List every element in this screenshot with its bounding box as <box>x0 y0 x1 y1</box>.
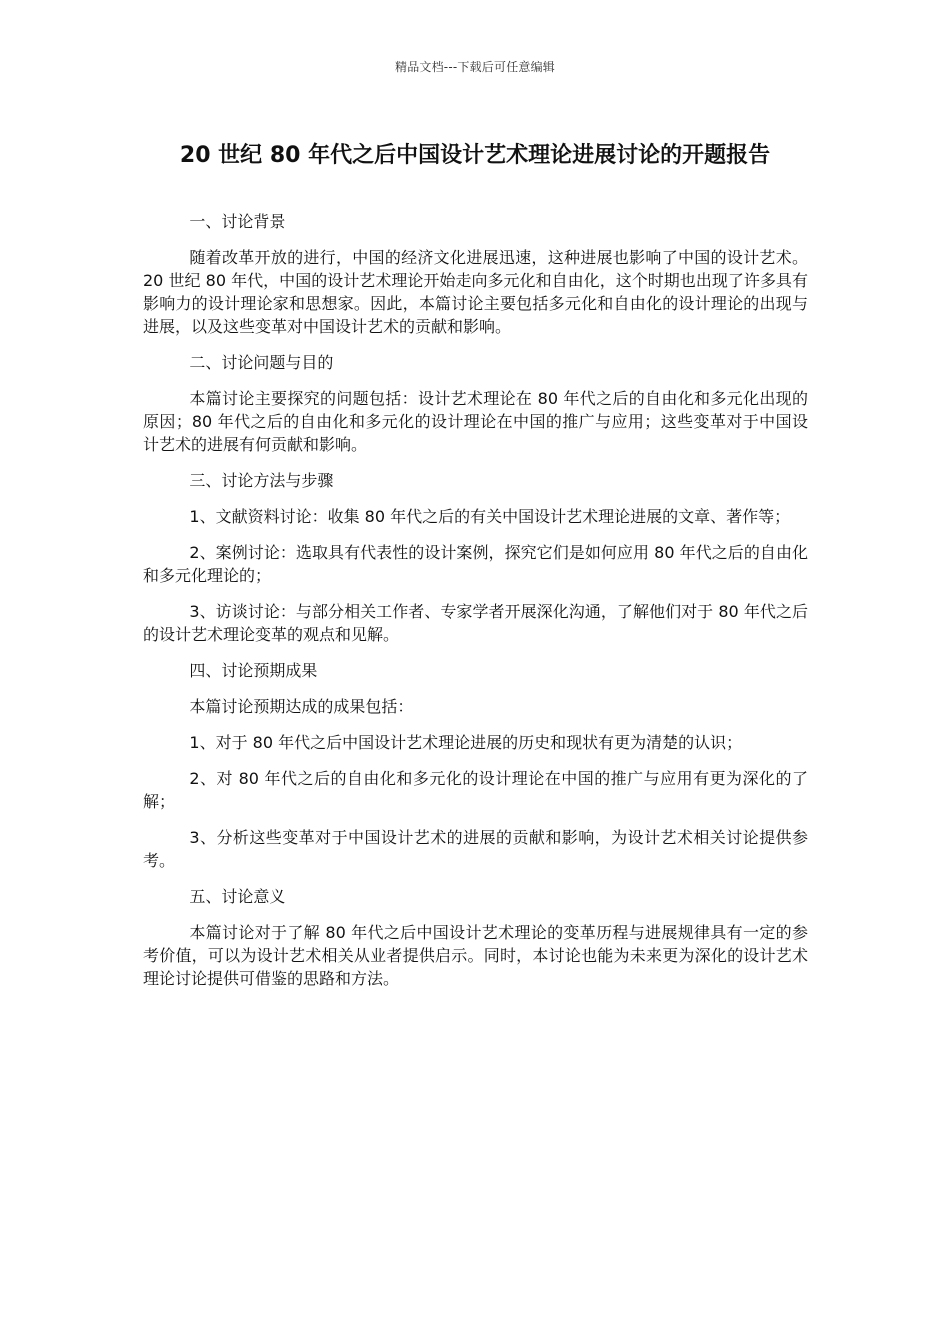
method-item-interviews: 3、访谈讨论：与部分相关工作者、专家学者开展深化沟通，了解他们对于 80 年代之后的设计艺术理论变革的观点和见解。 <box>143 602 808 644</box>
outcome-item-history: 1、对于 80 年代之后中国设计艺术理论进展的历史和现状有更为清楚的认识； <box>189 733 743 752</box>
section-heading-significance: 五、讨论意义 <box>189 887 286 906</box>
method-item-cases: 2、案例讨论：选取具有代表性的设计案例，探究它们是如何应用 80 年代之后的自由化和多元化理论的； <box>143 543 808 585</box>
section-heading-background: 一、讨论背景 <box>189 212 286 231</box>
method-item-literature: 1、文献资料讨论：收集 80 年代之后的有关中国设计艺术理论进展的文章、著作等； <box>189 507 791 526</box>
section-heading-outcomes: 四、讨论预期成果 <box>189 661 318 680</box>
outcome-item-application: 2、对 80 年代之后的自由化和多元化的设计理论在中国的推广与应用有更为深化的了解； <box>143 769 808 811</box>
document-title: 20 世纪 80 年代之后中国设计艺术理论进展讨论的开题报告 <box>179 143 771 168</box>
background-paragraph: 随着改革开放的进行，中国的经济文化进展迅速，这种进展也影响了中国的设计艺术。20 世纪 80 年代，中国的设计艺术理论开始走向多元化和自由化，这个时期也出现了许多具有影响力的设计理论家和思想家。因此，本篇讨论主要包括多元化和自由化的设计理论的出现与进展，以及这些变革对中国设计艺术的贡献和影响。 <box>143 248 808 336</box>
document-body <box>143 210 808 1003</box>
outcome-item-analysis: 3、分析这些变革对于中国设计艺术的进展的贡献和影响，为设计艺术相关讨论提供参考。 <box>143 828 808 870</box>
significance-paragraph: 本篇讨论对于了解 80 年代之后中国设计艺术理论的变革历程与进展规律具有一定的参考价值，可以为设计艺术相关从业者提供启示。同时，本讨论也能为未来更为深化的设计艺术理论讨论提供可借鉴的思路和方法。 <box>143 923 808 988</box>
section-heading-questions: 二、讨论问题与目的 <box>189 353 334 372</box>
questions-paragraph: 本篇讨论主要探究的问题包括：设计艺术理论在 80 年代之后的自由化和多元化出现的原因；80 年代之后的自由化和多元化的设计理论在中国的推广与应用；这些变革对于中国设计艺术的进展有何贡献和影响。 <box>143 389 808 454</box>
section-heading-methods: 三、讨论方法与步骤 <box>189 471 334 490</box>
outcomes-intro: 本篇讨论预期达成的成果包括： <box>189 697 414 716</box>
page-header: 精品文档---下载后可任意编辑 <box>395 60 555 74</box>
